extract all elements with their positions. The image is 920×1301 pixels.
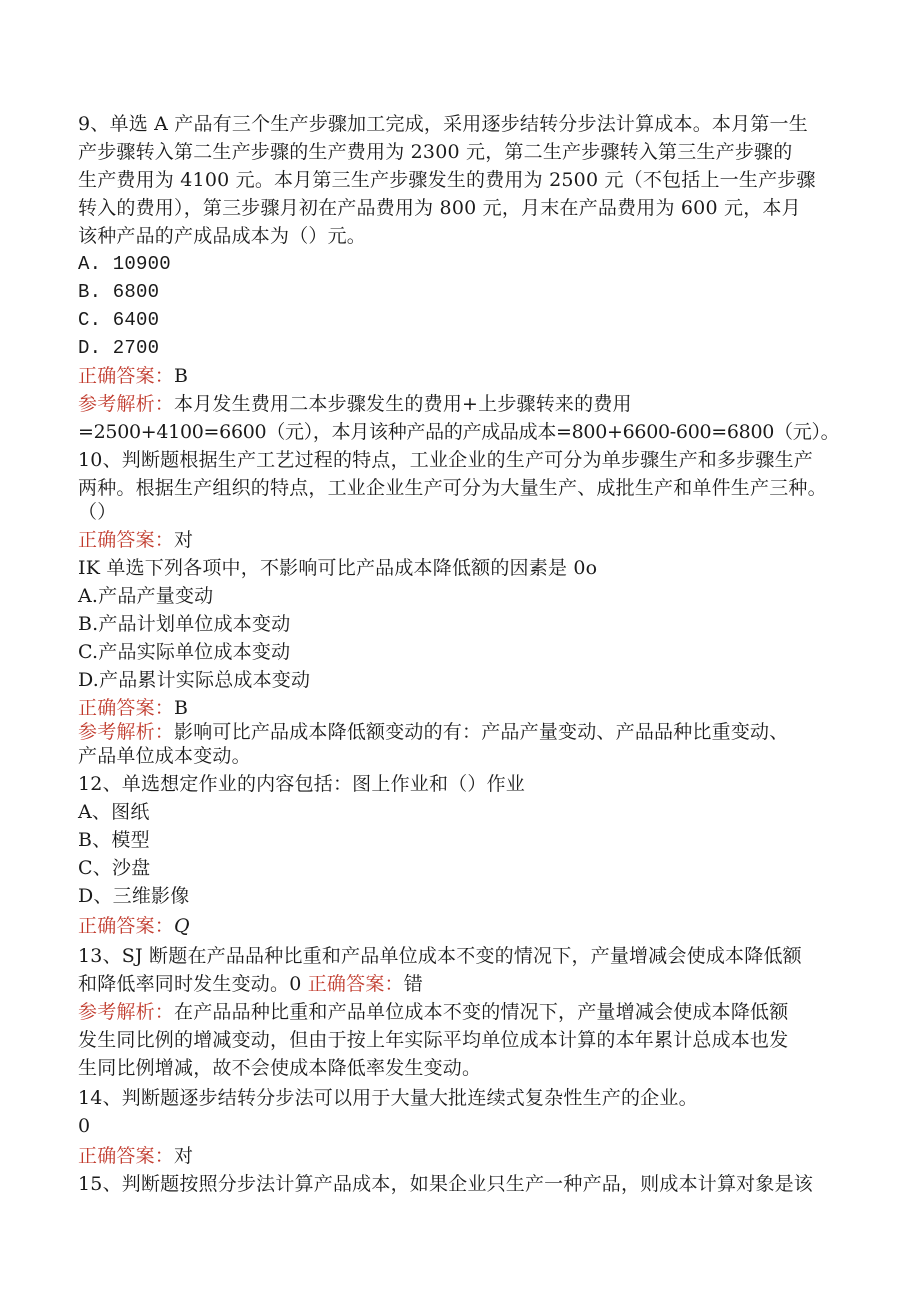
answer-label: 正确答案：	[78, 697, 175, 719]
q12-option-d: D、三维影像	[78, 885, 190, 907]
q13-analysis-line: 发生同比例的增减变动，但由于按上年实际平均单位成本计算的本年累计总成本也发	[78, 1029, 789, 1051]
q12-option-a: A、图纸	[78, 801, 150, 823]
q10-stem-line: 10、判断题根据生产工艺过程的特点，工业企业的生产可分为单步骤生产和多步骤生产	[78, 449, 813, 471]
q9-stem-line: 转入的费用），第三步骤月初在产品费用为 800 元，月末在产品费用为 600 元，本月	[78, 197, 801, 219]
answer-value: 对	[174, 529, 194, 551]
answer-label: 正确答案：	[78, 529, 175, 551]
q9-option-c: C. 6400	[78, 309, 160, 331]
q9-stem-line: 产步骤转入第二生产步骤的生产费用为 2300 元，第二生产步骤转入第三生产步骤的	[78, 141, 793, 163]
q13-analysis	[78, 1000, 788, 1024]
q10-stem-line: 两种。根据生产组织的特点，工业企业生产可分为大量生产、成批生产和单件生产三种。	[78, 477, 827, 499]
q9-option-b: B. 6800	[78, 281, 160, 303]
q12-answer	[78, 914, 190, 938]
q14-stem-line: 14、判断题逐步结转分步法可以用于大量大批连续式复杂性生产的企业。	[78, 1087, 698, 1109]
analysis-label: 参考解析：	[78, 393, 175, 415]
analysis-text: 在产品品种比重和产品单位成本不变的情况下，产量增减会使成本降低额	[174, 1001, 789, 1023]
answer-value: B	[174, 365, 189, 387]
q13-stem-line	[78, 972, 423, 996]
analysis-label: 参考解析：	[78, 1001, 175, 1023]
q9-analysis	[78, 392, 632, 416]
q11-analysis-line: 产品单位成本变动。	[78, 745, 251, 767]
q10-answer	[78, 528, 193, 552]
q12-option-b: B、模型	[78, 829, 150, 851]
q9-stem-line: 生产费用为 4100 元。本月第三生产步骤发生的费用为 2500 元（不包括上一生产步骤	[78, 169, 816, 191]
q9-stem-line: 该种产品的产成品成本为（）元。	[78, 225, 367, 247]
q14-answer	[78, 1144, 193, 1168]
q11-option-d: D.产品累计实际总成本变动	[78, 669, 311, 691]
q13-stem-text: 和降低率同时发生变动。0	[78, 973, 308, 995]
q13-stem-line: 13、SJ 断题在产品品种比重和产品单位成本不变的情况下，产量增减会使成本降低额	[78, 945, 802, 967]
answer-value: Q	[174, 915, 190, 937]
q11-option-a: A.产品产量变动	[78, 585, 214, 607]
q12-option-c: C、沙盘	[78, 857, 151, 879]
q14-stem-line: 0	[78, 1115, 91, 1137]
answer-label: 正确答案：	[307, 973, 404, 995]
q11-option-c: C.产品实际单位成本变动	[78, 641, 291, 663]
q9-stem-line: 9、单选 A 产品有三个生产步骤加工完成，采用逐步结转分步法计算成本。本月第一生	[78, 113, 808, 135]
q11-analysis	[78, 720, 788, 744]
answer-value: 错	[403, 973, 423, 995]
q12-stem: 12、单选想定作业的内容包括：图上作业和（）作业	[78, 773, 525, 795]
q11-option-b: B.产品计划单位成本变动	[78, 613, 291, 635]
answer-value: B	[174, 697, 189, 719]
q9-option-d: D. 2700	[78, 337, 160, 359]
q9-option-a: A. 10900	[78, 253, 171, 275]
q15-stem-line: 15、判断题按照分步法计算产品成本，如果企业只生产一种产品，则成本计算对象是该	[78, 1173, 813, 1195]
q13-analysis-line: 生同比例增减，故不会使成本降低率发生变动。	[78, 1057, 482, 1079]
q10-stem-line: （）	[78, 501, 117, 523]
answer-label: 正确答案：	[78, 915, 175, 937]
analysis-text: 影响可比产品成本降低额变动的有：产品产量变动、产品品种比重变动、	[174, 721, 789, 743]
analysis-text: 本月发生费用二本步骤发生的费用+上步骤转来的费用	[174, 393, 632, 415]
q11-stem: IK 单选下列各项中，不影响可比产品成本降低额的因素是 0o	[78, 557, 598, 579]
answer-label: 正确答案：	[78, 365, 175, 387]
q11-answer	[78, 696, 188, 720]
analysis-label: 参考解析：	[78, 721, 175, 743]
answer-value: 对	[174, 1145, 194, 1167]
answer-label: 正确答案：	[78, 1145, 175, 1167]
q9-analysis-line: =2500+4100=6600（元），本月该种产品的产成品成本=800+6600-600=6800（元）。	[78, 421, 840, 443]
q9-answer	[78, 364, 188, 388]
